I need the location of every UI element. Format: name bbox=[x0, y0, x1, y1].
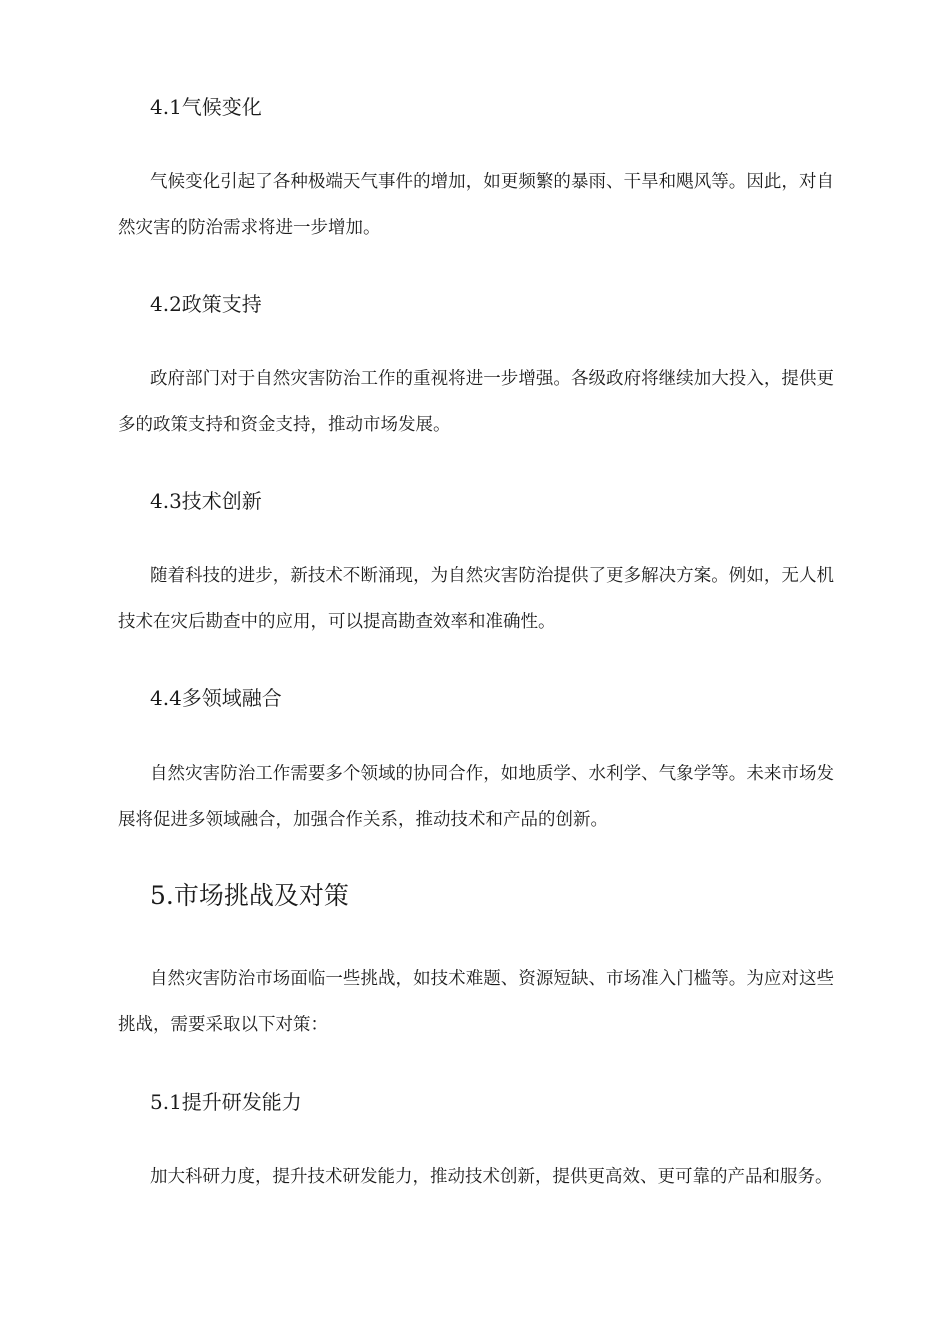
section-paragraph-4-4: 自然灾害防治工作需要多个领域的协同合作，如地质学、水利学、气象学等。未来市场发展将促进多领域融合，加强合作关系，推动技术和产品的创新。 bbox=[118, 764, 834, 830]
section-paragraph-4-1: 气候变化引起了各种极端天气事件的增加，如更频繁的暴雨、干旱和飓风等。因此，对自然灾害的防治需求将进一步增加。 bbox=[118, 172, 834, 238]
section-paragraph-5-1: 加大科研力度，提升技术研发能力，推动技术创新，提供更高效、更可靠的产品和服务。 bbox=[150, 1167, 833, 1187]
section-heading-4-1: 4.1气候变化 bbox=[150, 95, 262, 119]
section-heading-4-4: 4.4多领域融合 bbox=[150, 686, 282, 710]
section-heading-5-1: 5.1提升研发能力 bbox=[150, 1090, 302, 1114]
section-paragraph-4-2: 政府部门对于自然灾害防治工作的重视将进一步增强。各级政府将继续加大投入，提供更多的政策支持和资金支持，推动市场发展。 bbox=[118, 369, 834, 435]
section-heading-4-3: 4.3技术创新 bbox=[150, 489, 262, 513]
chapter-intro-5: 自然灾害防治市场面临一些挑战，如技术难题、资源短缺、市场准入门槛等。为应对这些挑战，需要采取以下对策： bbox=[118, 969, 834, 1035]
section-paragraph-4-3: 随着科技的进步，新技术不断涌现，为自然灾害防治提供了更多解决方案。例如，无人机技术在灾后勘查中的应用，可以提高勘查效率和准确性。 bbox=[118, 566, 834, 632]
section-heading-4-2: 4.2政策支持 bbox=[150, 292, 262, 316]
chapter-heading-5: 5.市场挑战及对策 bbox=[150, 881, 349, 910]
